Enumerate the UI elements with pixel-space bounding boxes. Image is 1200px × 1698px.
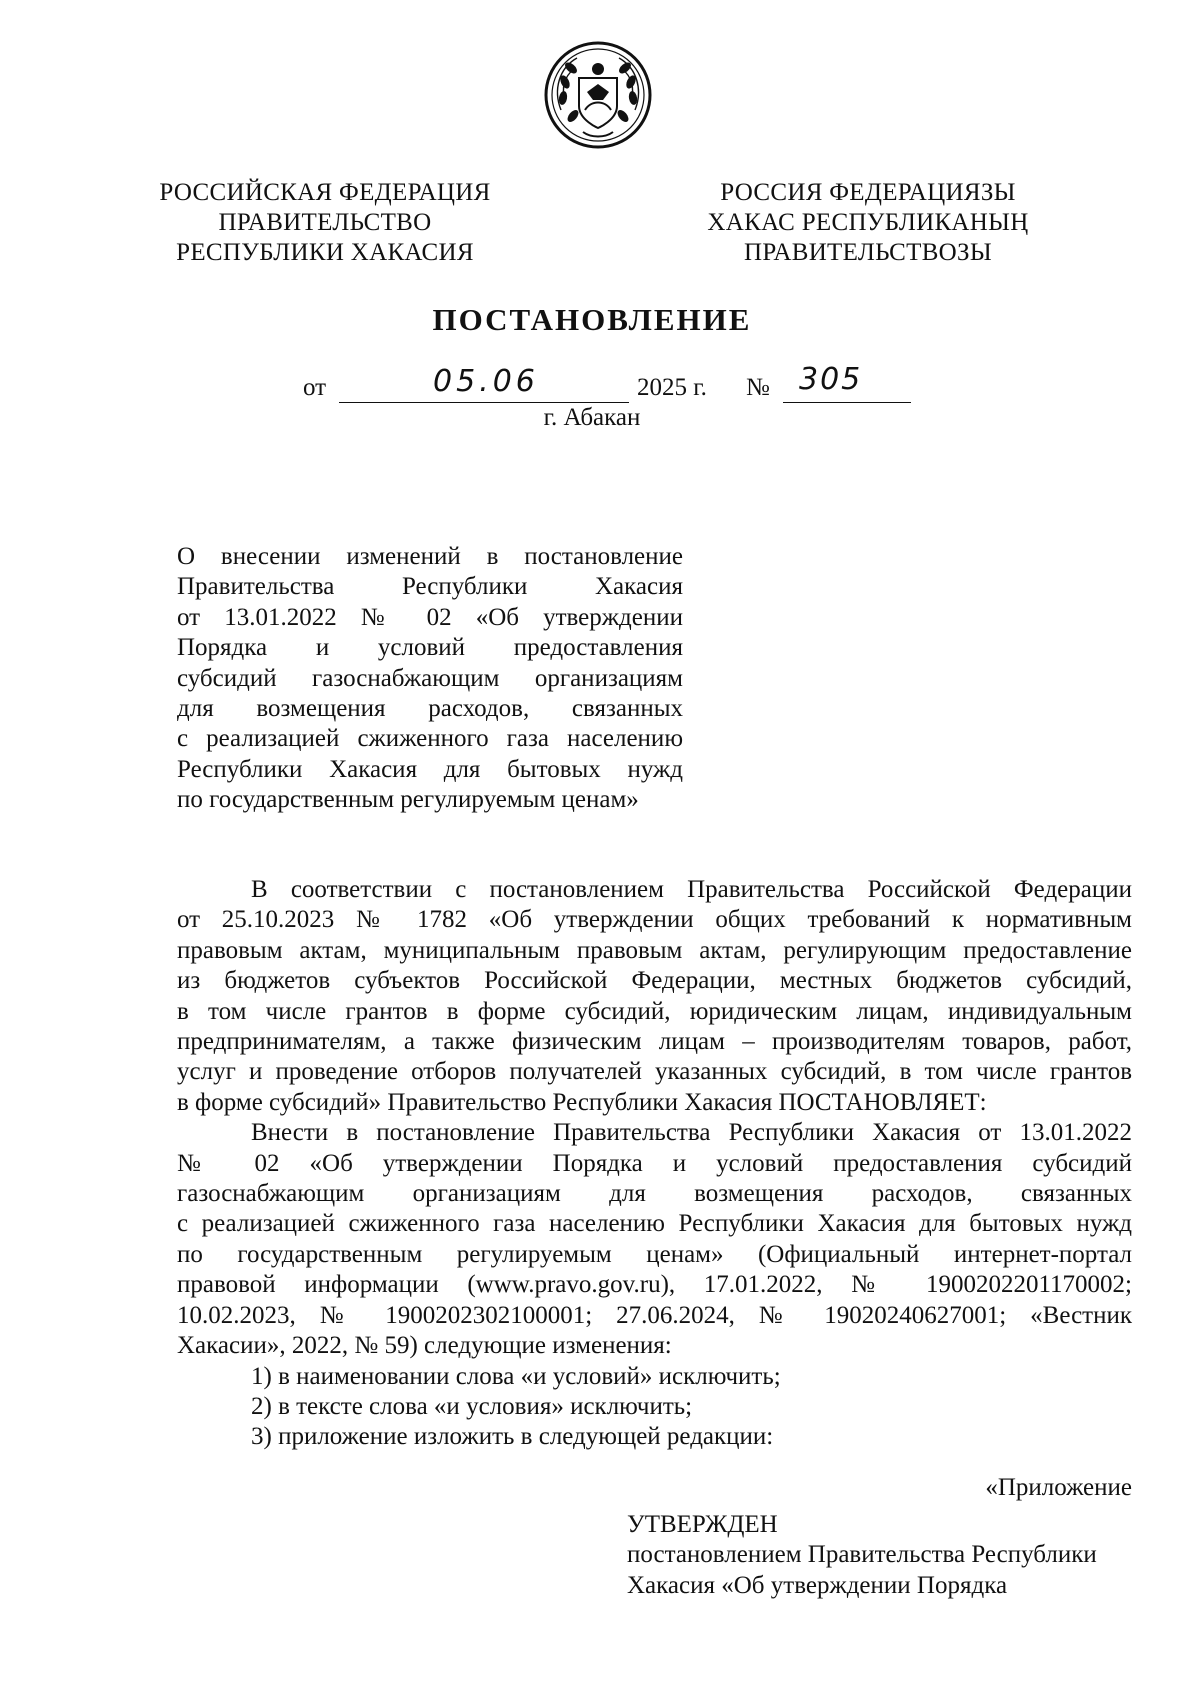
date-prefix: от: [303, 374, 327, 401]
amendment-list-item: 3) приложение изложить в следующей редакции:: [251, 1423, 774, 1451]
paragraph-1-line: предпринимателям, а также физическим лицам – производителям товаров, работ,: [177, 1028, 1132, 1056]
paragraph-1-line: от 25.10.2023 № 1782 «Об утверждении общих требований к нормативным: [177, 906, 1132, 934]
coat-of-arms-emblem: [543, 40, 653, 150]
subject-line: по государственным регулируемым ценам»: [177, 786, 639, 814]
subject-line: от 13.01.2022 № 02 «Об утверждении: [177, 603, 683, 631]
subject-line: О внесении изменений в постановление: [177, 543, 683, 570]
appendix-label: «Приложение: [985, 1474, 1132, 1501]
paragraph-2-line: № 02 «Об утверждении Порядка и условий предоставления субсидий: [177, 1149, 1132, 1177]
number-sign: №: [746, 374, 770, 401]
subject-line: с реализацией сжиженного газа населению: [177, 725, 683, 753]
subject-block: [177, 542, 683, 816]
approval-line: Хакасия «Об утверждении Порядка: [627, 1571, 1008, 1599]
date-year: 2025 г.: [637, 374, 707, 401]
paragraph-1-line: из бюджетов субъектов Российской Федерации, местных бюджетов субсидий,: [177, 967, 1132, 995]
paragraph-1-line: В соответствии с постановлением Правительства Российской Федерации: [251, 876, 1132, 903]
date-number-line: [303, 362, 903, 406]
header-left-line-3: РЕСПУБЛИКИ ХАКАСИЯ: [176, 239, 474, 266]
paragraph-2-line: Внести в постановление Правительства Республики Хакасия от 13.01.2022: [251, 1119, 1132, 1147]
header-left-block: [150, 178, 500, 268]
paragraph-1-line: в форме субсидий» Правительство Республики Хакасия ПОСТАНОВЛЯЕТ:: [177, 1088, 987, 1116]
subject-line: Порядка и условий предоставления: [177, 634, 683, 662]
header-left-line-1: РОССИЙСКАЯ ФЕДЕРАЦИЯ: [159, 179, 491, 206]
header-left-line-2: ПРАВИТЕЛЬСТВО: [218, 209, 432, 236]
document-body: [177, 875, 1132, 1453]
number-underline: [783, 402, 911, 403]
number-handwritten: 305: [799, 362, 863, 397]
approval-line: постановлением Правительства Республики: [627, 1541, 1097, 1569]
city-name: г. Абакан: [543, 404, 641, 431]
paragraph-2-line: газоснабжающим организациям для возмещения расходов, связанных: [177, 1180, 1132, 1208]
date-underline: [339, 402, 629, 403]
document-title: ПОСТАНОВЛЕНИЕ: [432, 302, 752, 337]
paragraph-2-line: 10.02.2023, № 1900202302100001; 27.06.2024, № 19020240627001; «Вестник: [177, 1301, 1132, 1329]
subject-line: субсидий газоснабжающим организациям: [177, 664, 683, 692]
date-handwritten: 05.06: [433, 364, 539, 399]
paragraph-1-line: в том числе грантов в форме субсидий, юридическим лицам, индивидуальным: [177, 997, 1132, 1025]
header-right-line-3: ПРАВИТЕЛЬСТВОЗЫ: [744, 239, 992, 266]
subject-line: Республики Хакасия для бытовых нужд: [177, 755, 683, 783]
header-right-line-1: РОССИЯ ФЕДЕРАЦИЯЗЫ: [720, 179, 1016, 206]
subject-line: Правительства Республики Хакасия: [177, 573, 683, 601]
paragraph-2-line: по государственным регулируемым ценам» (Официальный интернет-портал: [177, 1240, 1132, 1268]
approval-line: УТВЕРЖДЕН: [627, 1511, 778, 1538]
approval-block: [627, 1510, 1097, 1601]
header-right-line-2: ХАКАС РЕСПУБЛИКАНЫҢ: [707, 209, 1029, 236]
paragraph-1-line: услуг и проведение отборов получателей указанных субсидий, в том числе грантов: [177, 1058, 1132, 1086]
amendment-list-item: 2) в тексте слова «и условия» исключить;: [251, 1392, 693, 1420]
paragraph-1-line: правовым актам, муниципальным правовым актам, регулирующим предоставление: [177, 936, 1132, 964]
paragraph-2-line: Хакасии», 2022, № 59) следующие изменения:: [177, 1332, 672, 1360]
header-right-block: [692, 178, 1044, 268]
paragraph-2-line: с реализацией сжиженного газа населению Республики Хакасия для бытовых нужд: [177, 1210, 1132, 1238]
paragraph-2-line: правовой информации (www.pravo.gov.ru), 17.01.2022, № 1900202201170002;: [177, 1271, 1132, 1299]
subject-line: для возмещения расходов, связанных: [177, 695, 683, 723]
amendment-list-item: 1) в наименовании слова «и условий» исключить;: [251, 1362, 781, 1390]
